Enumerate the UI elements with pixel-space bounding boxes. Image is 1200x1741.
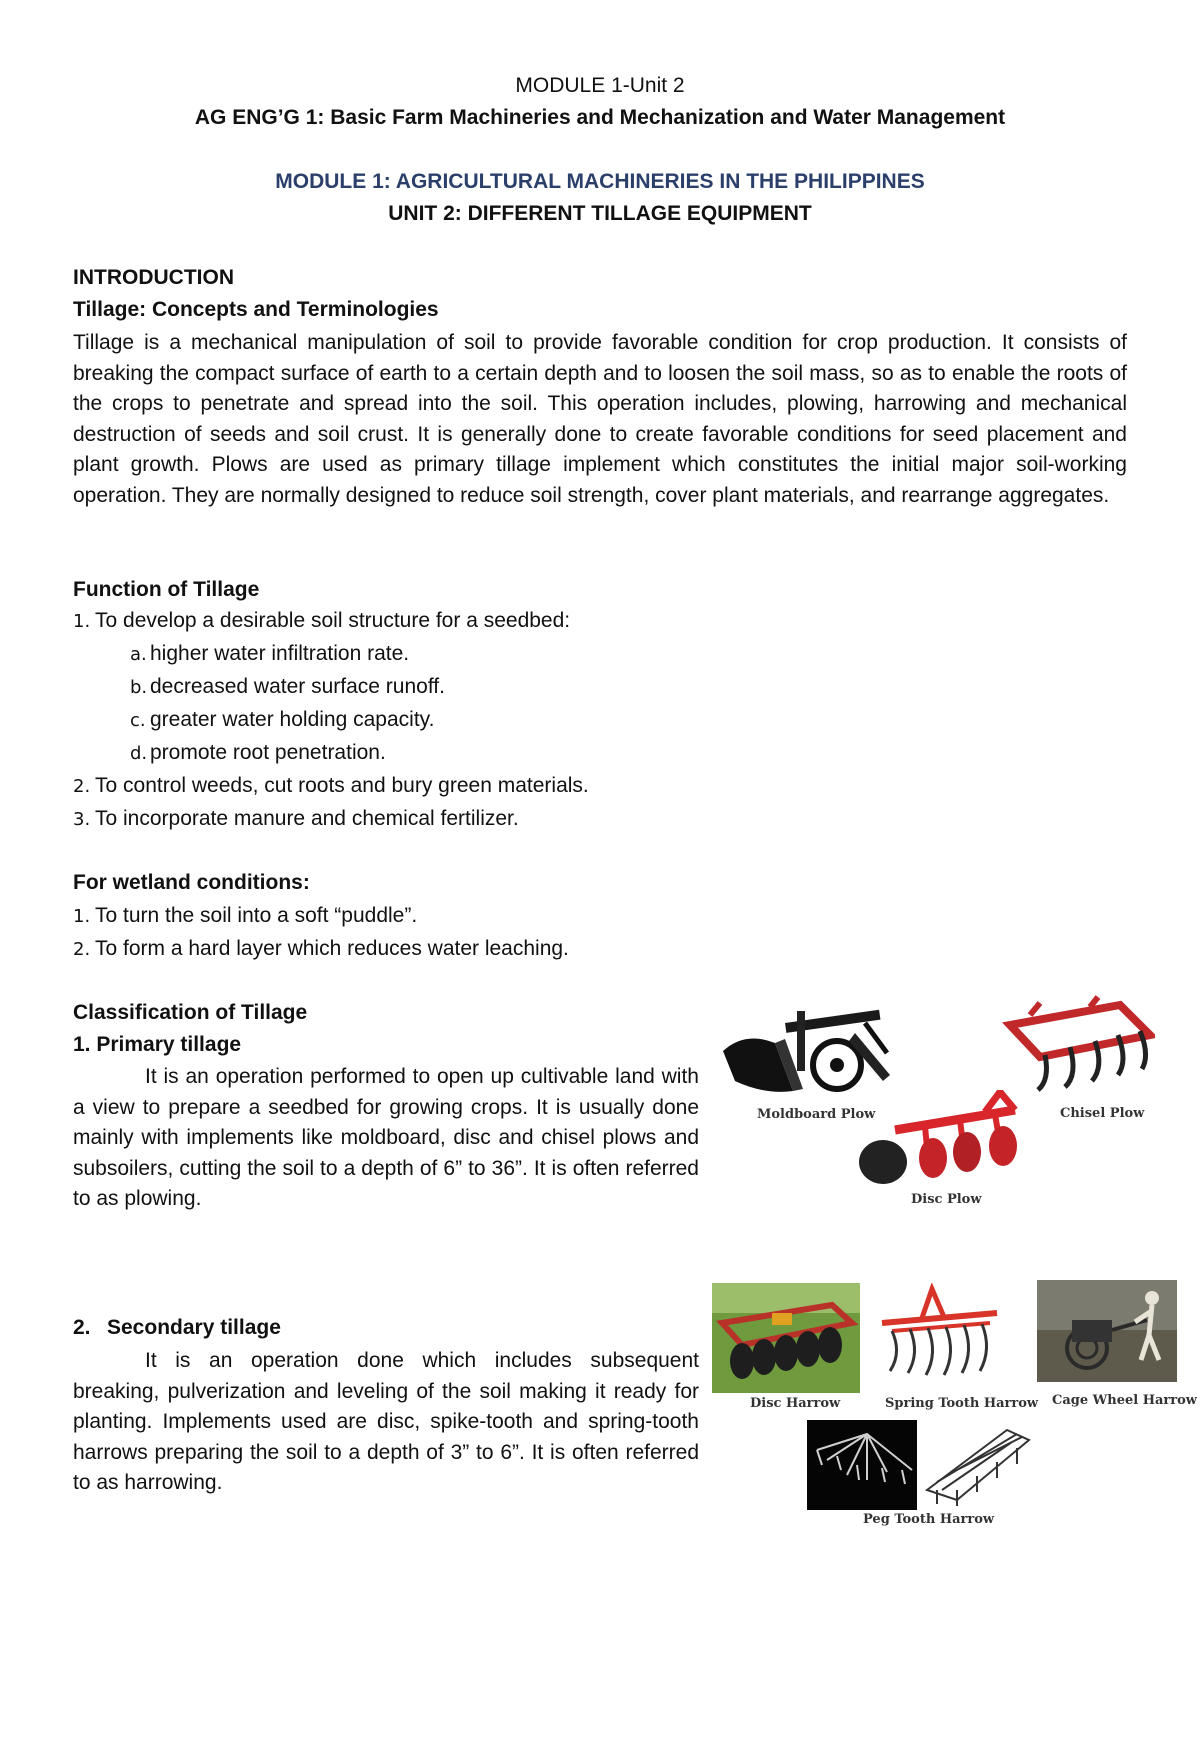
peg-tooth-harrow-image (807, 1420, 1032, 1510)
list-text: To turn the soil into a soft “puddle”. (95, 904, 418, 927)
chisel-plow-caption: Chisel Plow (1060, 1106, 1145, 1121)
list-text: To control weeds, cut roots and bury green materials. (95, 774, 589, 797)
tillage-concepts-heading: Tillage: Concepts and Terminologies (73, 298, 439, 321)
list-number: 2. (73, 939, 91, 960)
module-unit-label: MODULE 1-Unit 2 (515, 74, 685, 97)
function-item-3 (73, 807, 519, 831)
list-text: higher water infiltration rate. (150, 642, 410, 665)
moldboard-plow-caption: Moldboard Plow (757, 1107, 876, 1122)
list-letter: b. (130, 677, 148, 698)
spring-tooth-harrow-image (872, 1283, 1007, 1393)
list-text: To incorporate manure and chemical fertilizer. (95, 807, 519, 830)
list-number: 1. (73, 906, 91, 927)
secondary-tillage-heading-row (73, 1316, 281, 1340)
course-title: AG ENG’G 1: Basic Farm Machineries and Mechanization and Water Management (194, 106, 1006, 129)
list-number: 2. (73, 776, 91, 797)
list-text: decreased water surface runoff. (150, 675, 445, 698)
function-heading: Function of Tillage (73, 578, 260, 601)
function-subitem-d (130, 741, 386, 765)
list-letter: c. (130, 710, 146, 731)
function-item-2 (73, 774, 589, 798)
spring-tooth-harrow-caption: Spring Tooth Harrow (885, 1396, 1039, 1411)
list-text: To develop a desirable soil structure for a seedbed: (95, 609, 571, 632)
list-letter: a. (130, 644, 147, 665)
secondary-tillage-number: 2. (73, 1316, 91, 1339)
unit-title: UNIT 2: DIFFERENT TILLAGE EQUIPMENT (388, 202, 812, 225)
primary-tillage-figure (715, 995, 1155, 1210)
list-text: promote root penetration. (150, 741, 386, 764)
list-text: To form a hard layer which reduces water leaching. (95, 937, 569, 960)
function-subitem-a (130, 642, 409, 666)
primary-tillage-paragraph: It is an operation performed to open up cultivable land with a view to prepare a seedbed for growing crops. It is usually done mainly with implements like moldboard, disc and chisel plows and subsoilers, cutting the soil to a depth of 6” to 36”. It is often referred to as plowing. (73, 1065, 699, 1210)
secondary-tillage-heading: Secondary tillage (107, 1316, 281, 1339)
list-letter: d. (130, 743, 148, 764)
primary-tillage-heading: 1. Primary tillage (73, 1033, 242, 1056)
wetland-item-2 (73, 937, 569, 961)
function-subitem-b (130, 675, 445, 699)
function-subitem-c (130, 708, 434, 732)
chisel-plow-image (1000, 995, 1155, 1100)
secondary-tillage-figure (712, 1283, 1197, 1535)
classification-heading: Classification of Tillage (73, 1001, 308, 1024)
function-item-1 (73, 609, 570, 633)
disc-harrow-image (712, 1283, 860, 1393)
wetland-heading: For wetland conditions: (73, 871, 310, 894)
list-number: 1. (73, 611, 91, 632)
disc-plow-caption: Disc Plow (911, 1192, 982, 1207)
disc-harrow-caption: Disc Harrow (750, 1396, 841, 1411)
module-title: MODULE 1: AGRICULTURAL MACHINERIES IN THE PHILIPPINES (275, 170, 925, 193)
peg-tooth-harrow-caption: Peg Tooth Harrow (863, 1512, 995, 1527)
introduction-heading: INTRODUCTION (73, 266, 234, 289)
secondary-tillage-paragraph: It is an operation done which includes subsequent breaking, pulverization and leveling of the soil making it ready for planting. Implements used are disc, spike-tooth and spring-tooth harrows preparing the soil to a depth of 3” to 6”. It is often referred to as harrowing. (73, 1349, 699, 1494)
list-text: greater water holding capacity. (150, 708, 435, 731)
cage-wheel-harrow-caption: Cage Wheel Harrow (1052, 1393, 1197, 1408)
wetland-item-1 (73, 904, 417, 928)
introduction-paragraph: Tillage is a mechanical manipulation of soil to provide favorable condition for crop production. It consists of breaking the compact surface of earth to a certain depth and to loosen the soil mass, so as to enable the roots of the crops to penetrate and spread into the soil. This operation includes, plowing, harrowing and mechanical destruction of seeds and soil crust. It is generally done to create favorable conditions for seed placement and plant growth. Plows are used as primary tillage implement which constitutes the initial major soil-working operation. They are normally designed to reduce soil strength, cover plant materials, and rearrange aggregates. (73, 331, 1127, 507)
list-number: 3. (73, 809, 91, 830)
cage-wheel-harrow-image (1037, 1280, 1177, 1382)
disc-plow-image (855, 1090, 1035, 1190)
